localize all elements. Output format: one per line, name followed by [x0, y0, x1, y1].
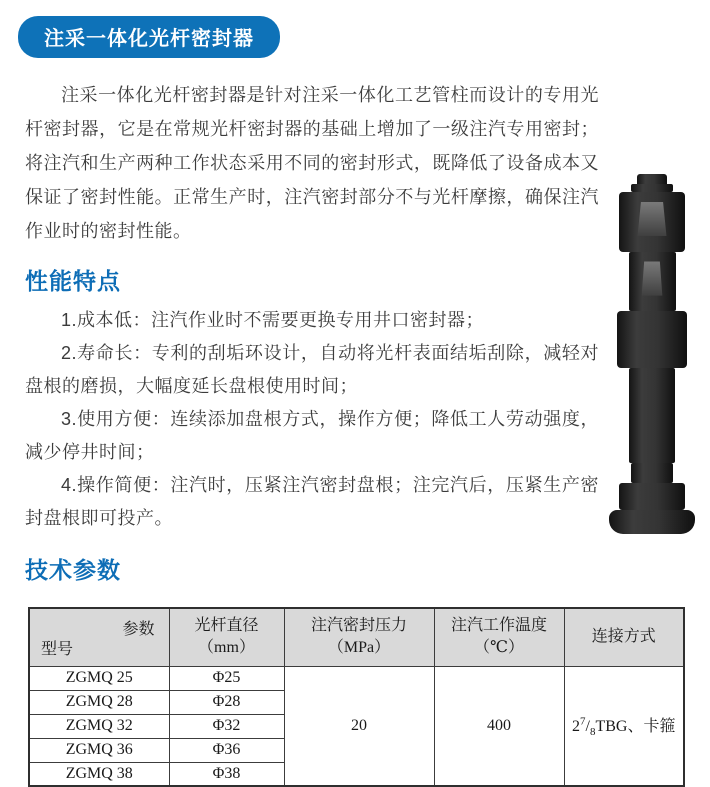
table-corner-cell: [29, 608, 169, 666]
photo-neck: [631, 463, 673, 483]
photo-lower-band: [619, 483, 685, 510]
photo-hex-facet: [637, 202, 666, 237]
column-header-diameter: 光杆直径 （mm）: [169, 608, 284, 666]
photo-upper-band: [617, 311, 687, 368]
connection-value-cell: $2^7/_8TBG$、卡箍: [564, 666, 684, 786]
feature-item-1: 1.成本低：注汽作业时不需要更换专用井口密封器；: [61, 310, 485, 330]
photo-main-body: [629, 368, 675, 463]
specs-heading: 技术参数: [25, 557, 121, 583]
pressure-value-cell: 20: [284, 666, 434, 786]
diameter-cell: Φ36: [169, 738, 284, 762]
corner-label-param: 参数: [122, 621, 155, 638]
column-header-temperature: 注汽工作温度 （℃）: [434, 608, 564, 666]
diameter-cell: Φ28: [169, 690, 284, 714]
photo-mid-cylinder: [629, 252, 676, 311]
photo-top-collar: [631, 184, 673, 192]
product-photo: [602, 174, 702, 539]
photo-hex-nut: [619, 192, 685, 252]
temperature-value-cell: 400: [434, 666, 564, 786]
photo-mid-facet: [642, 261, 663, 295]
feature-item-2: 2.寿命长：专利的刮垢环设计，自动将光杆表面结垢刮除，减轻对盘根的磨损，大幅度延长盘根使用时间；: [25, 343, 599, 396]
table-row: [29, 666, 684, 690]
diameter-cell: Φ25: [169, 666, 284, 690]
diameter-cell: Φ38: [169, 762, 284, 786]
specs-table: [28, 607, 685, 787]
page-content: [0, 78, 710, 787]
column-header-connection: 连接方式: [564, 608, 684, 666]
features-heading: 性能特点: [25, 268, 121, 294]
model-cell: ZGMQ 25: [29, 666, 169, 690]
photo-base-flange: [609, 510, 695, 534]
feature-item-4: 4.操作简便：注汽时，压紧注汽密封盘根；注完汽后，压紧生产密封盘根即可投产。: [25, 475, 599, 528]
model-cell: ZGMQ 28: [29, 690, 169, 714]
product-title: 注采一体化光杆密封器: [44, 28, 254, 50]
model-cell: ZGMQ 32: [29, 714, 169, 738]
feature-item-3: 3.使用方便：连续添加盘根方式，操作方便；降低工人劳动强度，减少停井时间；: [25, 409, 599, 462]
specs-table-header-row: [29, 608, 684, 666]
corner-label-model: 型号: [41, 640, 74, 658]
column-header-pressure: 注汽密封压力 （MPa）: [284, 608, 434, 666]
photo-top-nub: [637, 174, 667, 184]
model-cell: ZGMQ 38: [29, 762, 169, 786]
model-cell: ZGMQ 36: [29, 738, 169, 762]
intro-paragraph: 注采一体化光杆密封器是针对注采一体化工艺管柱而设计的专用光杆密封器，它是在常规光杆密封器的基础上增加了一级注汽专用密封；将注汽和生产两种工作状态采用不同的密封形式，既降低了设备成本又保证了密封性能。正常生产时，注汽密封部分不与光杆摩擦，确保注汽作业时的密封性能。: [25, 85, 599, 241]
product-title-banner: [18, 16, 280, 58]
diameter-cell: Φ32: [169, 714, 284, 738]
